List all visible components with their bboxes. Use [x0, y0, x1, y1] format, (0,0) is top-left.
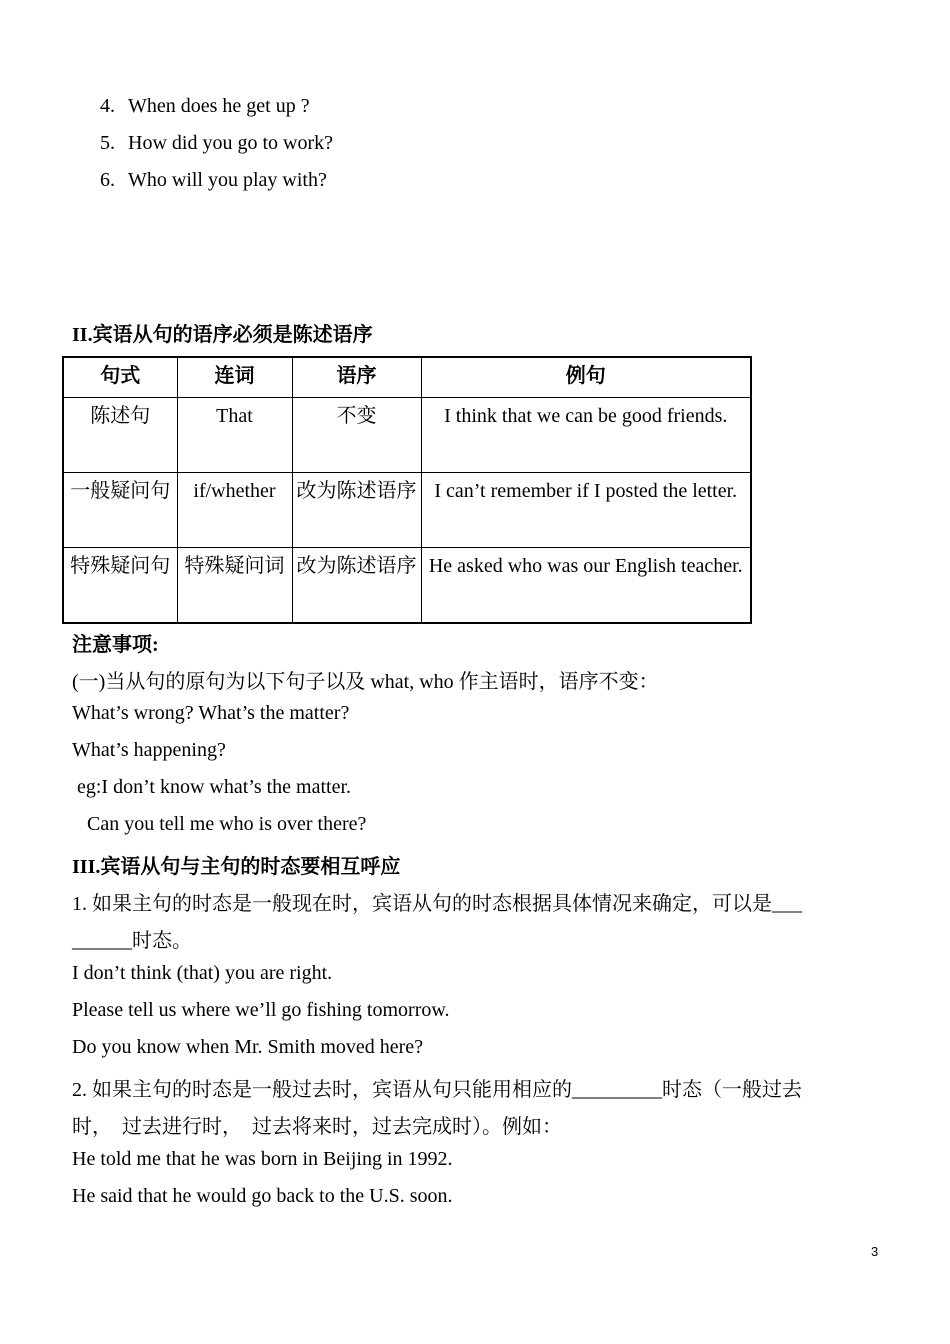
table-cell: 特殊疑问句	[63, 548, 177, 624]
table-cell: 陈述句	[63, 398, 177, 473]
question-4	[100, 95, 310, 118]
table-cell: 特殊疑问词	[177, 548, 292, 624]
table-cell: 改为陈述语序	[292, 548, 421, 624]
table-header: 连词	[177, 357, 292, 398]
example-sentence: Please tell us where we’ll go fishing tomorrow.	[72, 999, 450, 1021]
table-cell: if/whether	[177, 473, 292, 548]
table-header: 句式	[63, 357, 177, 398]
question-text: How did you go to work?	[128, 132, 333, 154]
table-row	[63, 398, 751, 473]
example-line: What’s wrong? What’s the matter?	[72, 702, 350, 724]
table-cell: 改为陈述语序	[292, 473, 421, 548]
question-number: 4.	[100, 95, 115, 117]
question-text: When does he get up ?	[128, 95, 310, 117]
question-number: 5.	[100, 132, 115, 154]
notes-title: 注意事项:	[72, 634, 159, 656]
table-cell: 不变	[292, 398, 421, 473]
question-text: Who will you play with?	[128, 169, 327, 191]
table-row	[63, 548, 751, 624]
table-header: 语序	[292, 357, 421, 398]
question-6	[100, 169, 327, 192]
table-cell: I can’t remember if I posted the letter.	[421, 473, 751, 548]
rule-1-line-1: 1. 如果主句的时态是一般现在时，宾语从句的时态根据具体情况来确定，可以是___	[72, 893, 802, 915]
example-line: eg:I don’t know what’s the matter.	[72, 776, 352, 798]
example-sentence: Do you know when Mr. Smith moved here?	[72, 1036, 424, 1058]
example-line: What’s happening?	[72, 739, 226, 761]
table-cell: 一般疑问句	[63, 473, 177, 548]
rule-1-line-2: ______时态。	[72, 930, 192, 952]
page-number: 3	[871, 1244, 879, 1259]
rule-2-line-2: 时， 过去进行时， 过去将来时，过去完成时）。例如：	[72, 1116, 562, 1138]
table-header: 例句	[421, 357, 751, 398]
example-sentence: He said that he would go back to the U.S. soon.	[72, 1185, 453, 1207]
table-row	[63, 473, 751, 548]
question-5	[100, 132, 333, 155]
section-2-heading: II.宾语从句的语序必须是陈述语序	[72, 324, 373, 346]
table-cell: He asked who was our English teacher.	[421, 548, 751, 624]
note-1: (一)当从句的原句为以下句子以及 what, who 作主语时，语序不变：	[72, 671, 659, 693]
example-sentence: I don’t think (that) you are right.	[72, 962, 333, 984]
table-header-row	[63, 357, 751, 398]
section-3-heading: III.宾语从句与主句的时态要相互呼应	[72, 856, 401, 878]
question-number: 6.	[100, 169, 115, 191]
word-order-table	[62, 356, 752, 624]
table-cell: That	[177, 398, 292, 473]
table-cell: I think that we can be good friends.	[421, 398, 751, 473]
example-line: Can you tell me who is over there?	[72, 813, 367, 835]
rule-2-line-1: 2. 如果主句的时态是一般过去时，宾语从句只能用相应的_________时态（一般过去	[72, 1079, 802, 1101]
example-sentence: He told me that he was born in Beijing in 1992.	[72, 1148, 453, 1170]
